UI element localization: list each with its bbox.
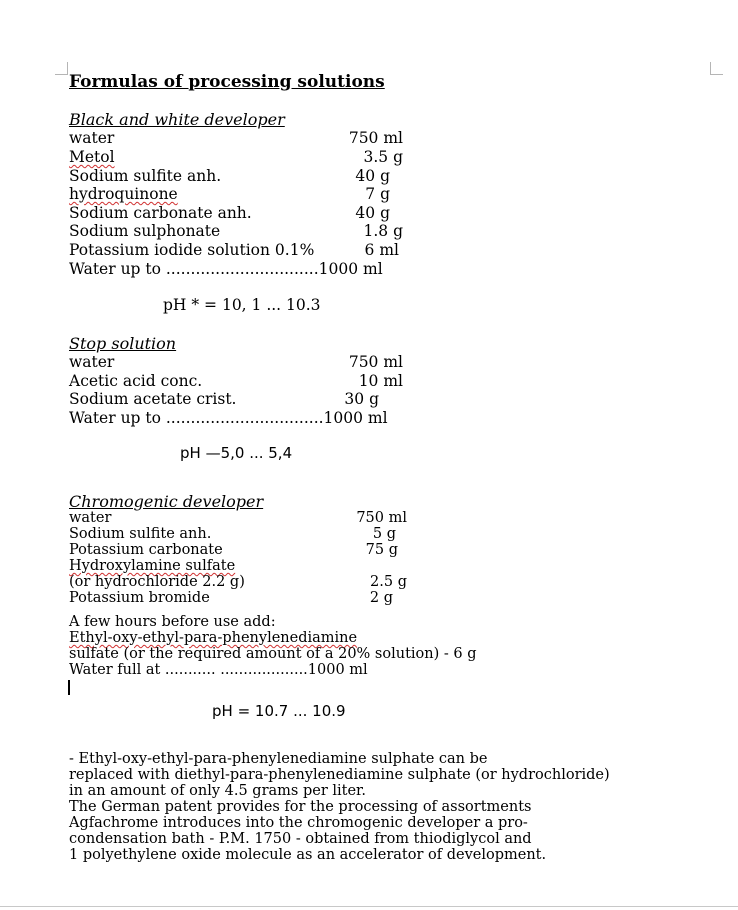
ingredient-amount[interactable]: 750 ml (356, 510, 407, 526)
ingredient-amount[interactable]: 750 ml (348, 353, 403, 371)
ingredient-name[interactable]: Potassium bromide (69, 590, 210, 606)
ingredient-amount[interactable]: 10 ml (358, 372, 403, 390)
ph-value[interactable]: pH * = 10, 1 ... 10.3 (163, 296, 321, 314)
ingredient-amount[interactable]: 2 g (369, 590, 393, 606)
page-bottom-edge (0, 906, 738, 907)
section-heading-chromogenic-developer[interactable]: Chromogenic developer (69, 492, 264, 511)
note-line[interactable]: - Ethyl-oxy-ethyl-para-phenylenediamine sulphate can be (69, 751, 488, 767)
page-margin-corner-top-right (710, 62, 723, 75)
note-line[interactable]: condensation bath - P.M. 1750 - obtained from thiodiglycol and (69, 831, 532, 847)
section-heading-stop-solution[interactable]: Stop solution (69, 334, 177, 353)
ingredient-name[interactable]: Metol (69, 148, 115, 166)
ingredient-name[interactable]: hydroquinone (69, 185, 178, 203)
section-heading-bw-developer[interactable]: Black and white developer (69, 110, 285, 129)
ingredient-amount[interactable]: 6 ml (364, 241, 399, 259)
ingredient-name[interactable]: water (69, 510, 112, 526)
ingredient-name[interactable]: (or hydrochloride 2.2 g) (69, 574, 245, 590)
ingredient-amount[interactable]: 2.5 g (370, 574, 407, 590)
document-title[interactable]: Formulas of processing solutions (69, 72, 385, 92)
addition-instruction[interactable]: sulfate (or the required amount of a 20% solution) - 6 g (69, 646, 477, 662)
ingredient-amount[interactable]: 5 g (372, 526, 396, 542)
ingredient-amount[interactable]: 30 g (344, 390, 379, 408)
ph-value[interactable]: pH = 10.7 ... 10.9 (212, 702, 346, 720)
note-line[interactable]: The German patent provides for the processing of assortments (69, 799, 532, 815)
ingredient-amount[interactable]: 7 g (365, 185, 390, 203)
ingredient-amount[interactable]: 75 g (365, 542, 398, 558)
addition-instruction[interactable]: Ethyl-oxy-ethyl-para-phenylenediamine (69, 630, 358, 646)
ingredient-name[interactable]: Sodium acetate crist. (69, 390, 237, 408)
ingredient-name[interactable]: Hydroxylamine sulfate (69, 558, 236, 574)
ingredient-amount[interactable]: 40 g (355, 167, 390, 185)
fill-to-volume-line[interactable]: Water up to ................................1000 ml (69, 409, 388, 427)
ingredient-name[interactable]: water (69, 353, 115, 371)
ingredient-name[interactable]: Sodium carbonate anh. (69, 204, 252, 222)
ingredient-amount[interactable]: 1.8 g (363, 222, 403, 240)
ingredient-name[interactable]: Potassium iodide solution 0.1% (69, 241, 315, 259)
ingredient-amount[interactable]: 40 g (355, 204, 390, 222)
ph-value[interactable]: pH —5,0 ... 5,4 (180, 444, 293, 462)
ingredient-name[interactable]: Sodium sulphonate (69, 222, 221, 240)
ingredient-name[interactable]: Acetic acid conc. (69, 372, 203, 390)
ingredient-name[interactable]: Sodium sulfite anh. (69, 167, 222, 185)
ingredient-amount[interactable]: 750 ml (348, 129, 403, 147)
fill-to-volume-line[interactable]: Water full at ........... ...................1000 ml (69, 662, 368, 678)
text-cursor (68, 680, 70, 695)
note-line[interactable]: replaced with diethyl-para-phenylenediamine sulphate (or hydrochloride) (69, 767, 610, 783)
ingredient-amount[interactable]: 3.5 g (363, 148, 403, 166)
note-line[interactable]: 1 polyethylene oxide molecule as an accelerator of development. (69, 847, 547, 863)
addition-instruction[interactable]: A few hours before use add: (69, 614, 276, 630)
note-line[interactable]: Agfachrome introduces into the chromogenic developer a pro- (69, 815, 528, 831)
ingredient-name[interactable]: Potassium carbonate (69, 542, 223, 558)
ingredient-name[interactable]: water (69, 129, 115, 147)
page-margin-corner-top-left (55, 62, 68, 75)
note-line[interactable]: in an amount of only 4.5 grams per liter. (69, 783, 366, 799)
ingredient-name[interactable]: Sodium sulfite anh. (69, 526, 212, 542)
fill-to-volume-line[interactable]: Water up to ...............................1000 ml (69, 260, 383, 278)
